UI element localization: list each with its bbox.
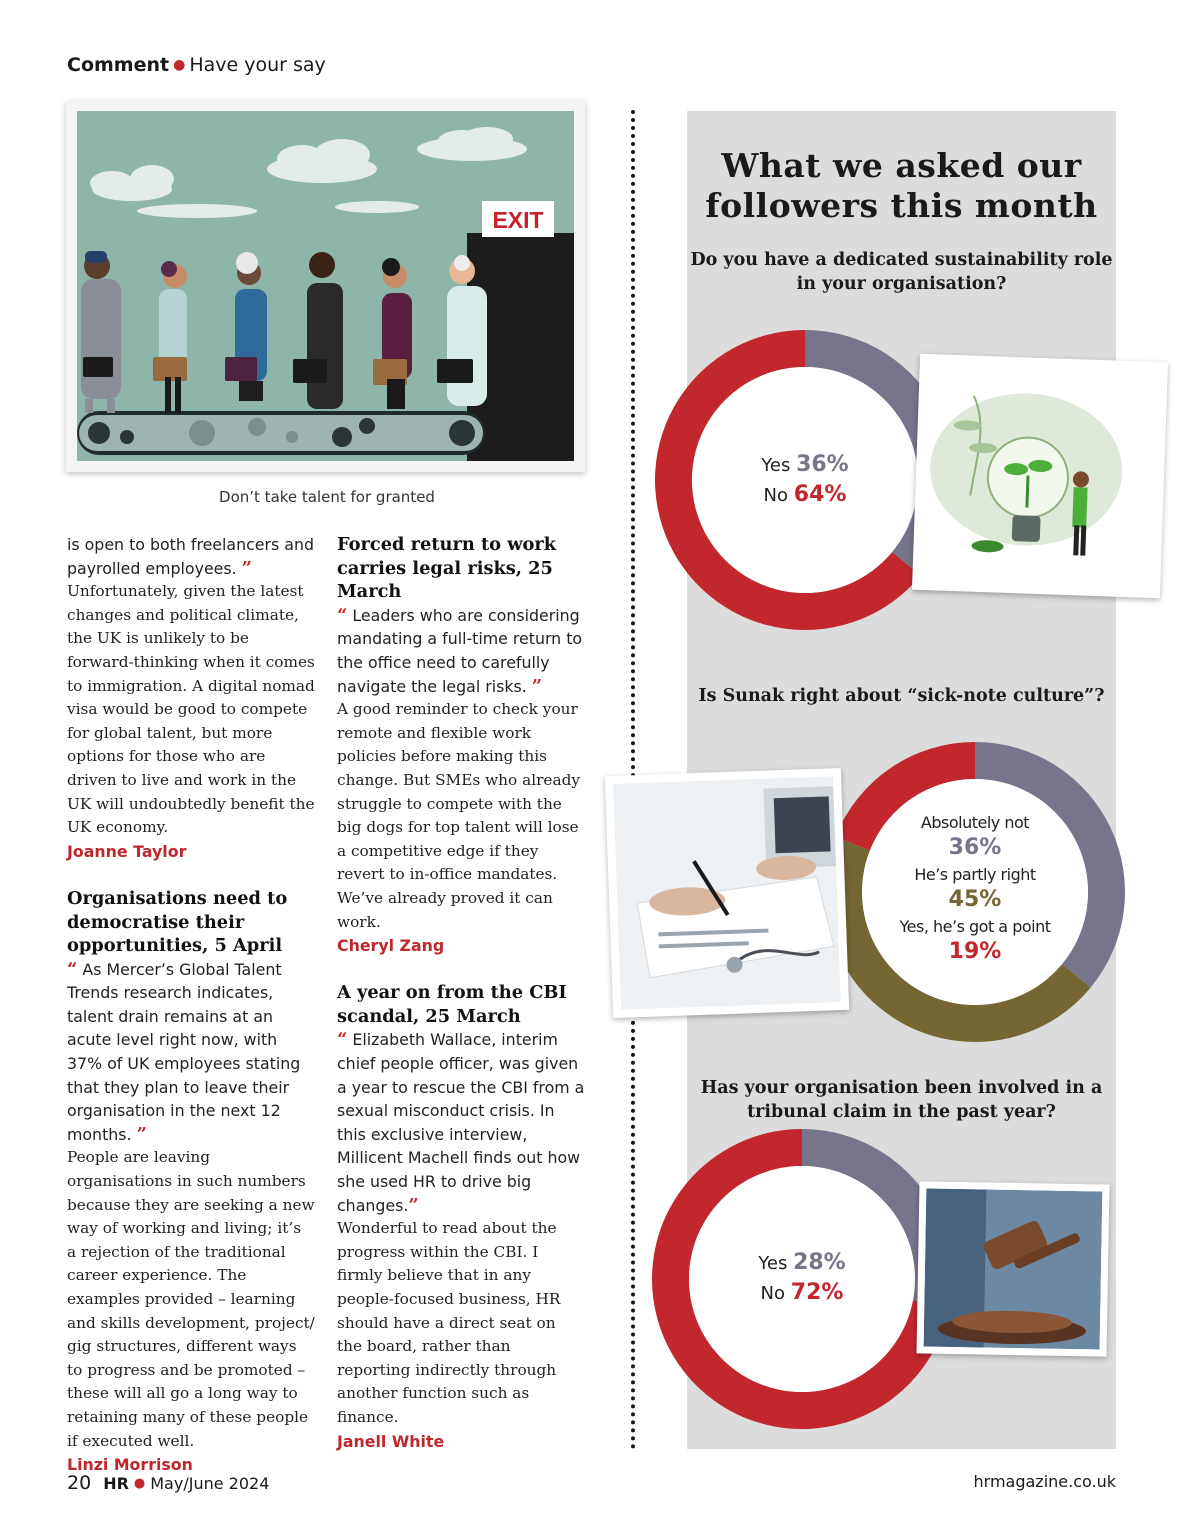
comment-body: A good reminder to check your remote and flexible work policies before making this change. But SMEs who already struggle to compete with the big dogs for top talent will lose a competitive edge if they revert to in-office mandates. We’ve already proved it can work. [337, 700, 581, 931]
bullet-dot-icon: ● [133, 1476, 146, 1491]
poll-option-percent: 28% [793, 1250, 846, 1275]
gavel-icon [924, 1188, 1103, 1349]
comment-author: Joanne Taylor [67, 841, 187, 861]
illustration-caption: Don’t take talent for granted [219, 488, 435, 506]
close-quote-icon: ” [241, 557, 253, 579]
poll-option-label: Absolutely not [920, 813, 1030, 832]
post-headline: Forced return to work carries legal risks, 25 March [337, 534, 557, 603]
close-quote-icon: ” [531, 675, 543, 697]
comment-body: People are leaving organisations in such numbers because they are seeking a new way of working and living; it’s a rejection of the traditional career experience. The examples provided – learning and skills development, project/ gig structures, different ways to progress and be promoted – these will all go a long way to retaining many of these people if executed well. [67, 1148, 315, 1450]
post-quote: “ As Mercer’s Global Talent Trends research indicates, talent drain remains at an acute level right now, with 37% of UK employees stating that they plan to leave their organisation in the next 12 months. ” [67, 958, 301, 1145]
post-quote: “ Elizabeth Wallace, interim chief people officer, was given a year to rescue the CBI from a sexual misconduct crisis. In this exclusive interview, Millicent Machell finds out how she used HR to drive big changes.” [337, 1029, 585, 1216]
exit-sign-text: EXIT [492, 207, 544, 233]
sidebar-title: What we asked our followers this month [705, 146, 1098, 225]
poll-results [875, 812, 1075, 965]
close-quote-icon: ” [408, 1194, 419, 1216]
poll-option-percent: 19% [948, 939, 1002, 964]
post-quote: “ Leaders who are considering mandating a full-time return to the office need to carefully navigate the legal risks. ” [337, 604, 583, 697]
open-quote-icon: “ [337, 604, 348, 626]
sustainability-photo [912, 354, 1168, 599]
magazine-name: HR [103, 1474, 129, 1493]
comments-column-left [67, 533, 315, 1477]
comment-author: Janell White [337, 1431, 445, 1451]
poll-option-label: No [763, 485, 789, 506]
website-link: hrmagazine.co.uk [973, 1472, 1116, 1491]
comment-quote-end: is open to both freelancers and payrolled employees. ” [67, 535, 314, 579]
poll-option-percent: 36% [948, 835, 1002, 860]
bullet-dot-icon: ● [173, 57, 186, 73]
poll-question: Is Sunak right about “sick-note culture”? [698, 686, 1105, 706]
poll-option-label: Yes [758, 1253, 788, 1274]
comment-author: Linzi Morrison [67, 1455, 193, 1475]
poll-option-label: Yes [761, 455, 791, 476]
poll-results [702, 1248, 902, 1308]
feature-illustration [66, 101, 585, 472]
page-footer-left [67, 1472, 269, 1494]
doctor-note-photo [605, 768, 849, 1018]
poll-option-percent: 64% [793, 482, 847, 507]
comment-body: Wonderful to read about the progress within the CBI. I firmly believe that in any people-focused business, HR should have a direct seat on the board, rather than reporting indirectly through another function such as finance. [337, 1219, 561, 1426]
post-headline: A year on from the CBI scandal, 25 March [337, 982, 567, 1027]
open-quote-icon: “ [337, 1029, 348, 1051]
poll-option-percent: 36% [796, 452, 849, 477]
poll-question: Has your organisation been involved in a tribunal claim in the past year? [700, 1078, 1103, 1122]
section-header [67, 54, 326, 76]
comment-body: Unfortunately, given the latest changes and political climate, the UK is unlikely to be forward-thinking when it comes to immigration. A digital nomad visa would be good to compete for global talent, but more options for those who are driven to live and work in the UK will undoubtedly benefit the UK economy. [67, 582, 315, 837]
open-quote-icon: “ [67, 958, 78, 980]
poll-option-label: No [760, 1283, 786, 1304]
conveyor-exit-illustration [77, 111, 574, 461]
poll-question: Do you have a dedicated sustainability role in your organisation? [690, 250, 1113, 294]
gavel-photo [917, 1181, 1110, 1356]
medical-paperwork-icon [613, 776, 841, 1010]
poll-option-percent: 72% [790, 1280, 844, 1305]
issue-date: May/June 2024 [150, 1474, 270, 1493]
poll-option-percent: 45% [948, 887, 1002, 912]
comment-author: Cheryl Zang [337, 936, 445, 956]
lightbulb-plant-icon [912, 354, 1168, 599]
close-quote-icon: ” [136, 1123, 147, 1145]
section-name: Comment [67, 54, 170, 76]
poll-results [705, 450, 905, 510]
comments-column-right [337, 533, 585, 1453]
subsection-name: Have your say [189, 54, 326, 76]
page-number: 20 [67, 1472, 92, 1494]
post-headline: Organisations need to democratise their opportunities, 5 April [67, 887, 288, 957]
poll-option-label: Yes, he’s got a point [899, 917, 1051, 936]
poll-option-label: He’s partly right [914, 865, 1036, 884]
